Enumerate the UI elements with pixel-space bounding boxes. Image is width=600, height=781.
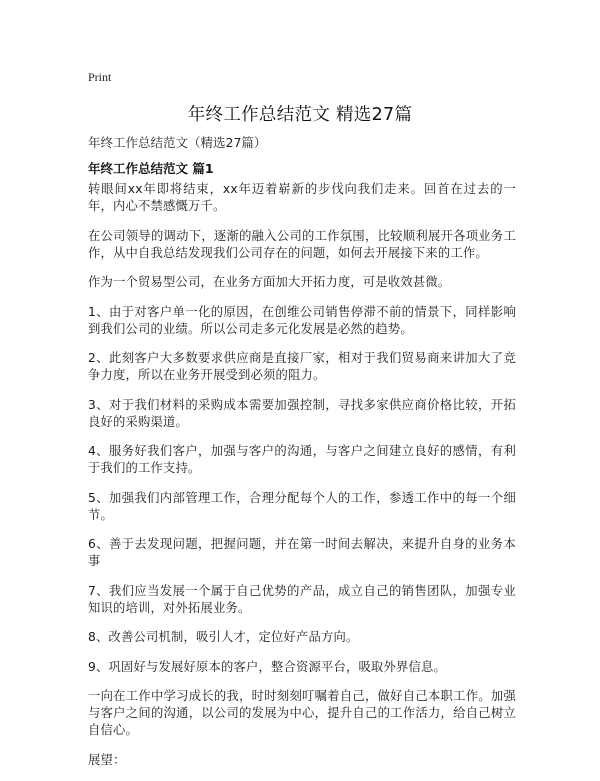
paragraph-outlook: 展望： (88, 752, 126, 767)
list-item-5: 5、加强我们内部管理工作，合理分配每个人的工作，参透工作中的每一个细节。 (88, 490, 516, 522)
list-item-7: 7、我们应当发展一个属于自己优势的产品，成立自己的销售团队，加强专业知识的培训，对外拓展业务。 (88, 583, 516, 615)
paragraph: 一向在工作中学习成长的我，时时刻刻叮嘱着自己，做好自己本职工作。加强与客户之间的沟通，以公司的发展为中心，提升自己的工作活力，给自己树立自信心。 (88, 689, 516, 737)
list-item-4: 4、服务好我们客户，加强与客户的沟通，与客户之间建立良好的感情，有利于我们的工作支持。 (88, 444, 516, 475)
list-item-3: 3、对于我们材料的采购成本需要加强控制，寻找多家供应商价格比较，开拓良好的采购渠道。 (88, 397, 516, 429)
paragraph: 转眼间xx年即将结束，xx年迈着崭新的步伐向我们走来。回首在过去的一年，内心不禁感慨万千。 (88, 182, 516, 213)
list-item-6: 6、善于去发现问题，把握问题，并在第一时间去解决，来提升自身的业务本事 (88, 537, 516, 568)
document-body (88, 181, 516, 781)
paragraph: 作为一个贸易型公司，在业务方面加大开拓力度，可是收效甚微。 (88, 275, 451, 289)
document-subtitle: 年终工作总结范文（精选27篇） (88, 135, 267, 150)
list-item-1: 1、由于对客户单一化的原因，在创维公司销售停滞不前的情景下，同样影响到我们公司的业绩。所以公司走多元化发展是必然的趋势。 (88, 304, 516, 336)
document-title: 年终工作总结范文 精选27篇 (187, 105, 413, 125)
list-item-2: 2、此刻客户大多数要求供应商是直接厂家，相对于我们贸易商来讲加大了竞争力度，所以在业务开展受到必须的阻力。 (88, 351, 516, 382)
paragraph: 在公司领导的调动下，逐渐的融入公司的工作氛围，比较顺利展开各项业务工作，从中自我总结发现我们公司存在的问题，如何去开展接下来的工作。 (88, 228, 516, 260)
print-label: Print (88, 70, 112, 84)
section-heading: 年终工作总结范文 篇1 (88, 161, 214, 176)
list-item-8: 8、改善公司机制，吸引人才，定位好产品方向。 (88, 630, 359, 644)
list-item-9: 9、巩固好与发展好原本的客户，整合资源平台，吸取外界信息。 (88, 659, 446, 674)
